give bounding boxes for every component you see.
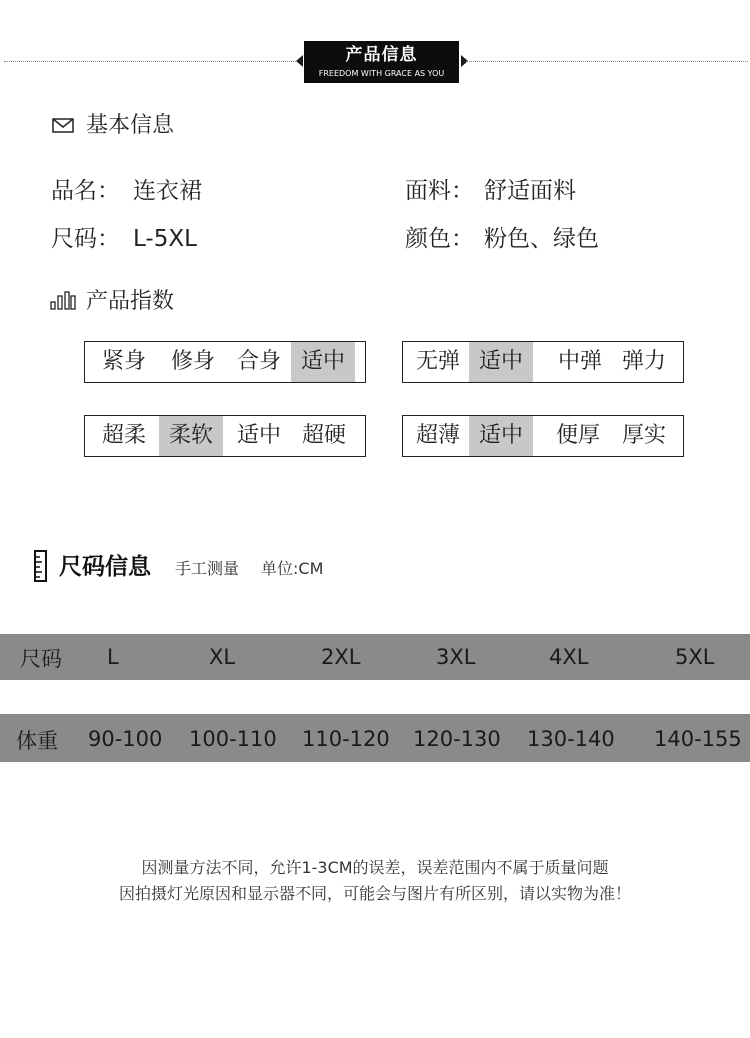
softness-option-selected: 柔软 [159,416,223,456]
fabric-value: 舒适面料 [484,178,576,204]
elasticity-option-3: 中弹 [557,349,602,374]
row-label: 尺码 [20,647,62,671]
softness-option-3: 适中 [236,423,281,448]
elasticity-option-1: 无弹 [415,349,460,374]
softness-option-1: 超柔 [101,423,146,448]
product-name-value: 连衣裙 [133,178,202,204]
fit-option-selected: 适中 [291,342,355,382]
thickness-option-1: 超薄 [415,423,460,448]
weight-cell: 120-130 [413,727,501,751]
banner-divider-left [4,61,298,62]
unit-label: 单位:CM [261,559,324,578]
thickness-index-box [402,415,684,457]
size-cell: 3XL [436,645,476,669]
product-index-heading: 产品指数 [86,289,175,314]
color-label: 颜色： [405,226,474,252]
size-cell: L [107,645,119,669]
fit-index-box [84,341,366,383]
softness-index-box [84,415,366,457]
basic-info-heading: 基本信息 [86,113,175,138]
weight-cell: 100-110 [189,727,277,751]
size-range-value: L-5XL [133,226,197,252]
ruler-icon [34,550,47,582]
row-label: 体重 [16,729,58,753]
elasticity-option-selected: 适中 [469,342,533,382]
weight-cell: 130-140 [527,727,615,751]
banner-title: 产品信息 [345,45,418,65]
size-cell: 2XL [321,645,361,669]
measure-method: 手工测量 [175,559,240,578]
softness-option-4: 超硬 [301,423,346,448]
fit-option-2: 修身 [170,349,215,374]
note-line-2: 因拍摄灯光原因和显示器不同，可能会与图片有所区别，请以实物为准！ [118,884,631,903]
table-row [0,634,750,680]
thickness-option-3: 便厚 [555,423,600,448]
color-value: 粉色、绿色 [484,226,599,252]
bar-chart-icon [50,290,76,310]
size-cell: 4XL [549,645,589,669]
size-range-label: 尺码： [51,226,120,252]
elasticity-option-4: 弹力 [621,349,666,374]
weight-cell: 90-100 [88,727,163,751]
envelope-icon [52,118,74,133]
section-banner [304,41,459,83]
banner-subtitle: FREEDOM WITH GRACE AS YOU [318,69,445,78]
banner-divider-right [466,61,748,62]
note-line-1: 因测量方法不同，允许1-3CM的误差，误差范围内不属于质量问题 [141,858,609,877]
product-name-label: 品名： [51,178,120,204]
fit-option-1: 紧身 [101,349,146,374]
table-row [0,714,750,762]
size-cell: 5XL [675,645,715,669]
thickness-option-selected: 适中 [469,416,533,456]
fabric-label: 面料： [405,178,474,204]
weight-cell: 140-155 [654,727,742,751]
banner-arrow-left-icon [296,55,303,67]
elasticity-index-box [402,341,684,383]
size-info-heading: 尺码信息 [59,554,151,580]
weight-cell: 110-120 [302,727,390,751]
thickness-option-4: 厚实 [621,423,666,448]
size-cell: XL [209,645,236,669]
fit-option-3: 合身 [236,349,281,374]
